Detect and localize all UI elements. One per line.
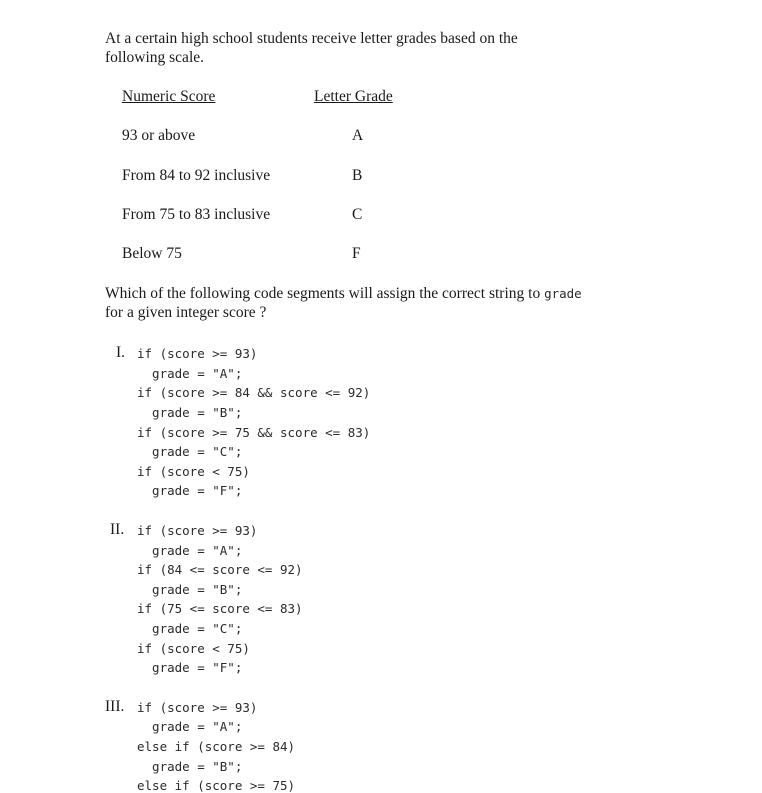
code-line: if (score >= 93) bbox=[137, 346, 258, 361]
code-line: if (84 <= score <= 92) bbox=[137, 562, 303, 577]
code-line: grade = "B"; bbox=[137, 759, 243, 774]
code-line: else if (score >= 75) bbox=[137, 778, 296, 793]
code-line: grade = "B"; bbox=[137, 582, 243, 597]
code-line: if (score < 75) bbox=[137, 464, 250, 479]
row-grade-cell: A bbox=[352, 127, 364, 144]
row-score-cell: 93 or above bbox=[122, 127, 196, 144]
intro-paragraph bbox=[105, 29, 518, 67]
option-numeral: II. bbox=[110, 521, 125, 538]
code-line: if (score >= 84 && score <= 92) bbox=[137, 385, 371, 400]
code-line: if (75 <= score <= 83) bbox=[137, 601, 303, 616]
code-line: grade = "F"; bbox=[137, 483, 243, 498]
row-grade-cell: C bbox=[352, 206, 363, 223]
row-score-cell: Below 75 bbox=[122, 245, 182, 262]
code-line: grade = "C"; bbox=[137, 444, 243, 459]
question-line-1: Which of the following code segments will assign the correct string to bbox=[105, 285, 545, 302]
row-grade-cell: B bbox=[352, 167, 363, 184]
question-line-2: for a given integer score ? bbox=[105, 304, 267, 321]
row-score-cell: From 84 to 92 inclusive bbox=[122, 167, 271, 184]
option-numeral: I. bbox=[116, 344, 126, 361]
question-text bbox=[105, 284, 582, 322]
code-line: if (score < 75) bbox=[137, 641, 250, 656]
code-line: else if (score >= 84) bbox=[137, 739, 296, 754]
code-line: if (score >= 93) bbox=[137, 700, 258, 715]
row-grade-cell: F bbox=[352, 245, 361, 262]
row-score-cell: From 75 to 83 inclusive bbox=[122, 206, 271, 223]
code-line: grade = "A"; bbox=[137, 366, 243, 381]
code-line: grade = "A"; bbox=[137, 719, 243, 734]
code-line: grade = "A"; bbox=[137, 543, 243, 558]
code-line: grade = "C"; bbox=[137, 621, 243, 636]
code-line: if (score >= 93) bbox=[137, 523, 258, 538]
code-line: if (score >= 75 && score <= 83) bbox=[137, 425, 371, 440]
question-code-grade: grade bbox=[544, 286, 582, 301]
intro-line-1: At a certain high school students receive letter grades based on the bbox=[105, 30, 518, 47]
option-numeral: III. bbox=[105, 698, 125, 715]
code-line: grade = "B"; bbox=[137, 405, 243, 420]
header-letter-grade: Letter Grade bbox=[314, 88, 393, 105]
code-line: grade = "F"; bbox=[137, 660, 243, 675]
intro-line-2: following scale. bbox=[105, 49, 205, 66]
header-numeric-score: Numeric Score bbox=[122, 88, 216, 105]
